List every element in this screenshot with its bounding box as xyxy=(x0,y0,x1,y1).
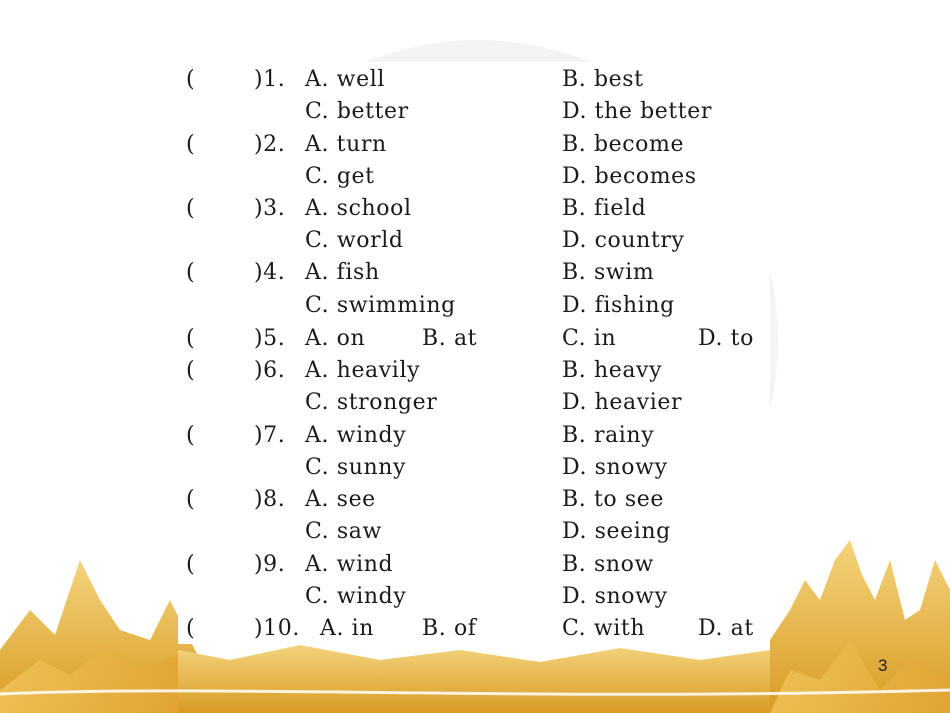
option-d: D. the better xyxy=(562,99,712,124)
answer-bracket: ( xyxy=(186,358,196,383)
answer-bracket: ( xyxy=(186,67,196,92)
option-c: C. swimming xyxy=(305,293,456,318)
option-c: C. with xyxy=(562,616,646,641)
option-d: D. fishing xyxy=(562,293,675,318)
option-c: C. get xyxy=(305,164,375,189)
option-b: B. best xyxy=(562,67,644,92)
option-a: A. fish xyxy=(305,260,380,285)
option-d: D. at xyxy=(698,616,754,641)
option-a: A. in xyxy=(320,616,375,641)
mountain-bottom xyxy=(178,645,770,713)
answer-bracket: ( xyxy=(186,552,196,577)
option-a: A. well xyxy=(305,67,385,92)
option-b: B. snow xyxy=(562,552,654,577)
answer-bracket: ( xyxy=(186,132,196,157)
question-number: )7. xyxy=(254,423,286,448)
question-number: )10. xyxy=(254,616,300,641)
option-b: B. swim xyxy=(562,260,655,285)
option-a: A. see xyxy=(305,487,376,512)
exercise-sheet xyxy=(178,62,770,644)
option-b: B. become xyxy=(562,132,685,157)
option-c: C. windy xyxy=(305,584,407,609)
option-d: D. becomes xyxy=(562,164,697,189)
option-a: A. heavily xyxy=(305,358,421,383)
answer-bracket: ( xyxy=(186,196,196,221)
option-b: B. rainy xyxy=(562,423,655,448)
question-number: )9. xyxy=(254,552,286,577)
option-c: C. saw xyxy=(305,519,382,544)
option-d: D. seeing xyxy=(562,519,671,544)
option-a: A. wind xyxy=(305,552,394,577)
option-d: D. to xyxy=(698,326,754,351)
question-number: )8. xyxy=(254,487,286,512)
question-number: )3. xyxy=(254,196,286,221)
question-number: )5. xyxy=(254,326,286,351)
option-b: B. at xyxy=(422,326,478,351)
option-a: A. on xyxy=(305,326,366,351)
option-a: A. windy xyxy=(305,423,407,448)
answer-bracket: ( xyxy=(186,487,196,512)
option-d: D. heavier xyxy=(562,390,683,415)
question-number: )2. xyxy=(254,132,286,157)
question-number: )6. xyxy=(254,358,286,383)
option-b: B. to see xyxy=(562,487,664,512)
option-a: A. school xyxy=(305,196,412,221)
option-d: D. country xyxy=(562,228,685,253)
page-number: 3 xyxy=(878,656,888,675)
option-d: D. snowy xyxy=(562,584,668,609)
question-number: )4. xyxy=(254,260,286,285)
option-c: C. world xyxy=(305,228,404,253)
option-b: B. field xyxy=(562,196,647,221)
answer-bracket: ( xyxy=(186,616,196,641)
answer-bracket: ( xyxy=(186,423,196,448)
answer-bracket: ( xyxy=(186,260,196,285)
answer-bracket: ( xyxy=(186,326,196,351)
option-a: A. turn xyxy=(305,132,387,157)
option-d: D. snowy xyxy=(562,455,668,480)
option-c: C. stronger xyxy=(305,390,438,415)
option-b: B. heavy xyxy=(562,358,663,383)
question-number: )1. xyxy=(254,67,286,92)
option-c: C. in xyxy=(562,326,617,351)
option-b: B. of xyxy=(422,616,477,641)
option-c: C. better xyxy=(305,99,409,124)
option-c: C. sunny xyxy=(305,455,407,480)
